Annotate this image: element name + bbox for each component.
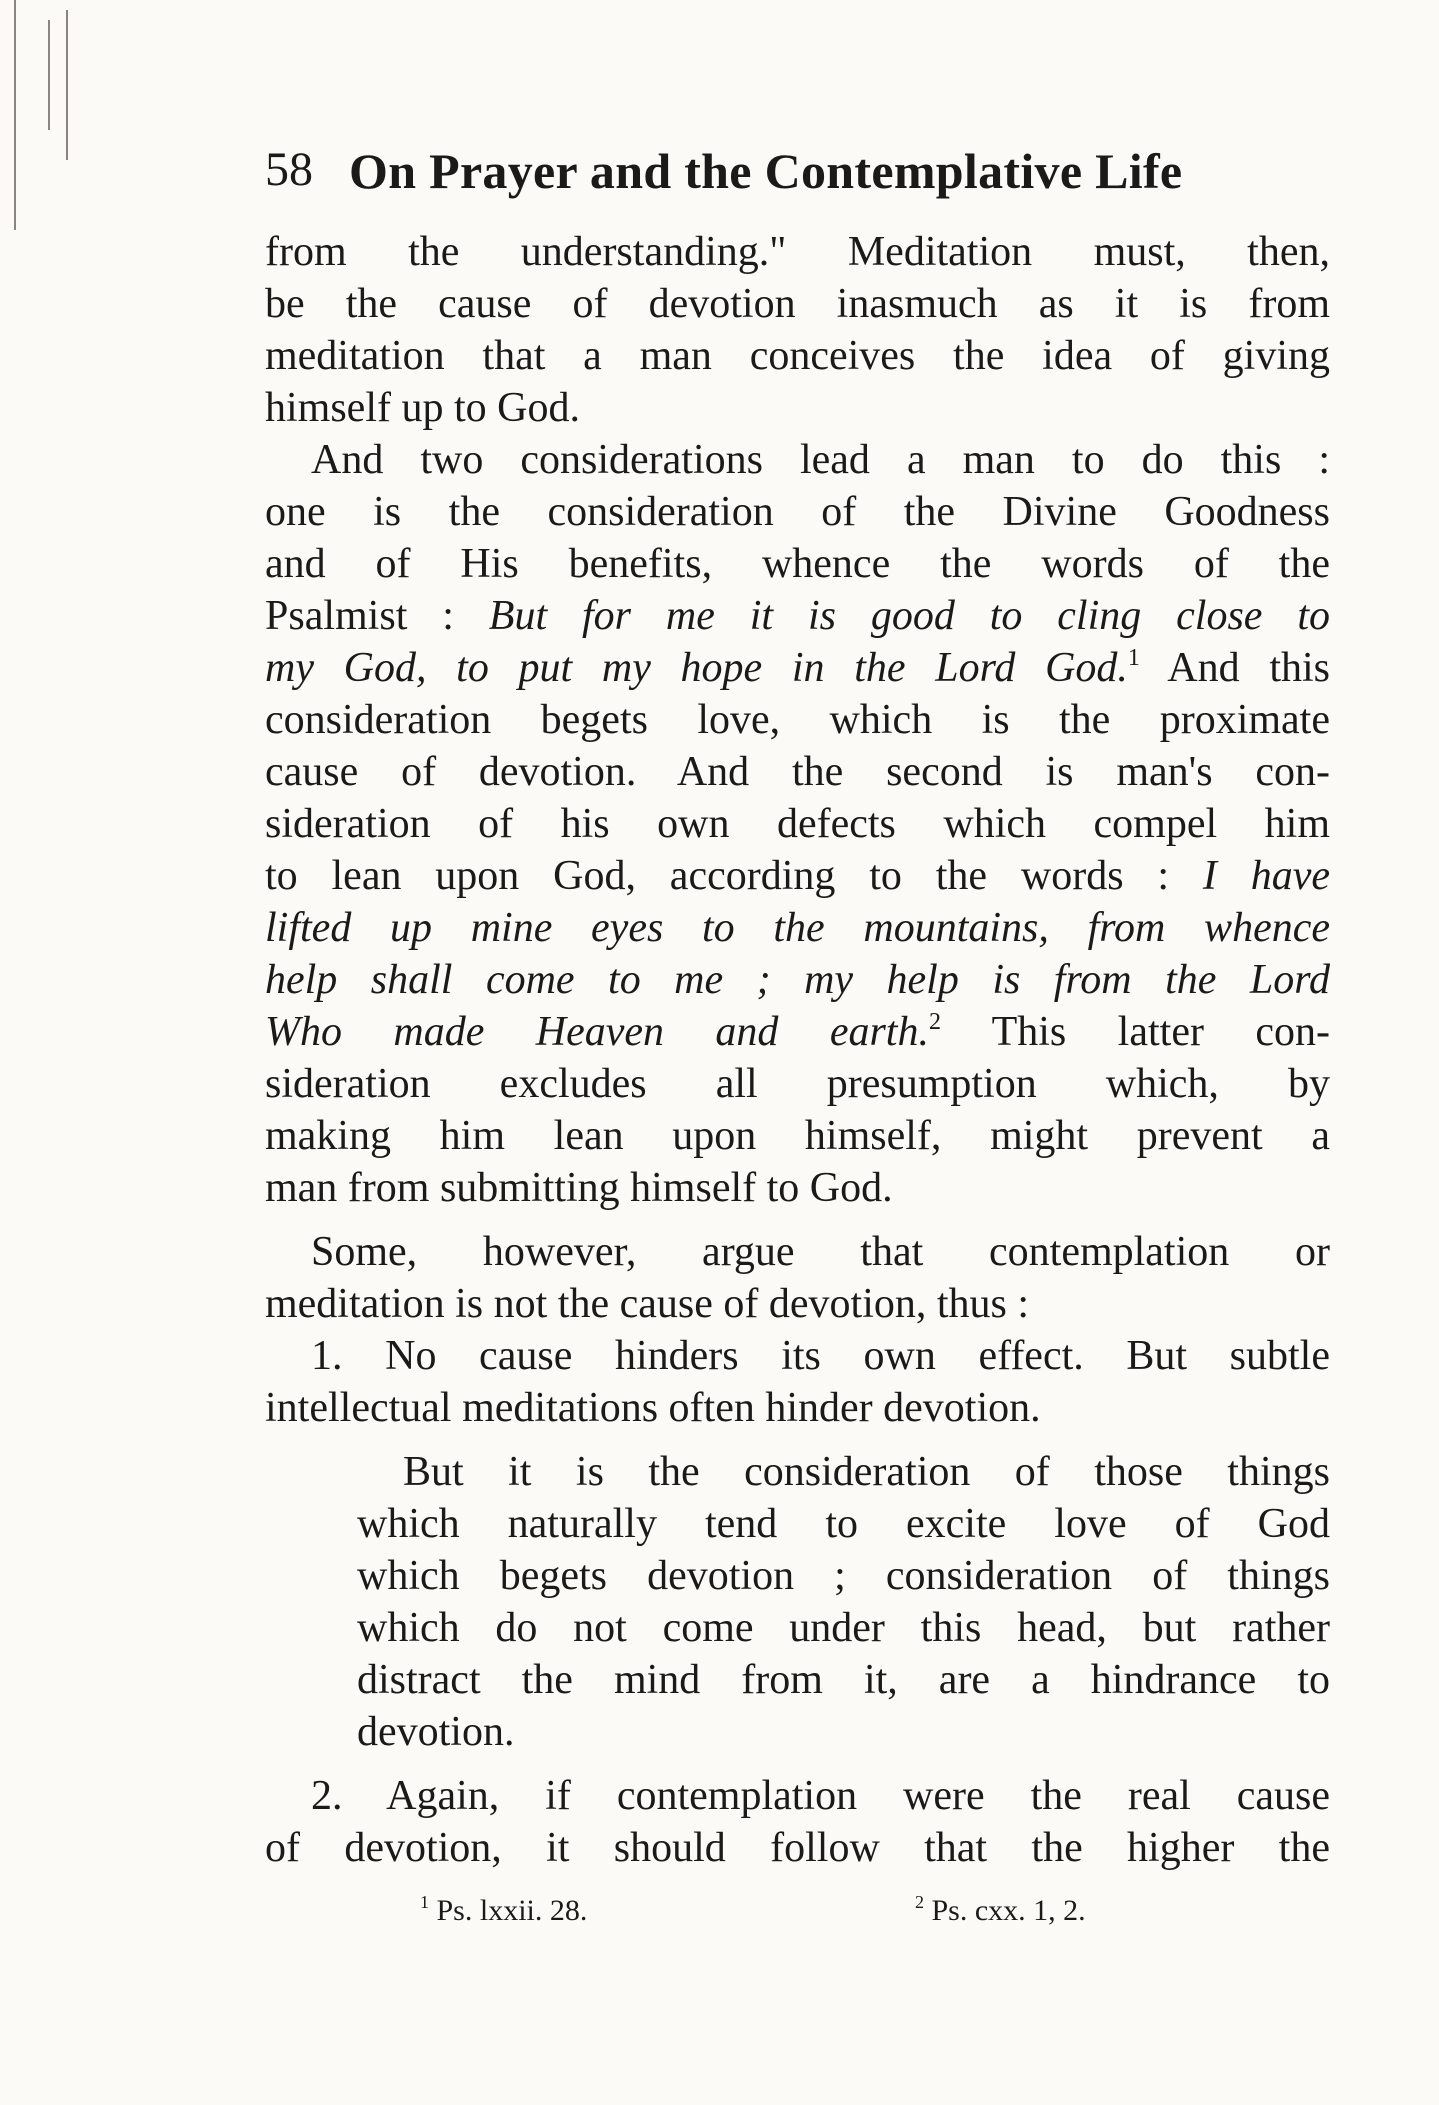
text-line: Some, however, argue that contemplation or [311, 1229, 1330, 1275]
text-line: consideration begets love, which is the proximate [265, 697, 1330, 743]
text-line: 2. Again, if contemplation were the real cause [311, 1773, 1330, 1819]
text-line: meditation is not the cause of devotion, thus : [265, 1281, 1030, 1327]
text-line: But it is the consideration of those things [403, 1449, 1330, 1495]
text-line [265, 590, 1330, 642]
scripture-quote: lifted up mine eyes to the mountains, from whence [265, 905, 1330, 951]
page-number: 58 [265, 143, 313, 196]
text-line [265, 1006, 1330, 1058]
scan-edge-mark [48, 20, 50, 130]
reply-block [265, 1446, 1330, 1758]
body-text [265, 226, 1330, 1874]
text-line: cause of devotion. And the second is man's con- [265, 749, 1330, 795]
text-line: sideration excludes all presumption which, by [265, 1061, 1330, 1107]
text-line: from the understanding." Meditation must, then, [265, 229, 1330, 275]
footnote-text: Ps. lxxii. 28. [429, 1894, 588, 1927]
text-line: meditation that a man conceives the idea of giving [265, 333, 1330, 379]
footnote-text: Ps. cxx. 1, 2. [924, 1894, 1086, 1927]
footnote-2 [915, 1894, 1086, 1928]
text-line [265, 850, 1330, 902]
text-line: distract the mind from it, are a hindrance to [357, 1657, 1330, 1703]
scripture-quote: I have [1202, 853, 1330, 899]
text-line: of devotion, it should follow that the higher the [265, 1825, 1330, 1871]
text-line [265, 954, 1330, 1006]
text-line: and of His benefits, whence the words of the [265, 541, 1330, 587]
scripture-quote: Who made Heaven and earth. [265, 1009, 929, 1055]
text-line [265, 902, 1330, 954]
footnotes [265, 1894, 1330, 1942]
footnote-ref: 1 [1127, 645, 1140, 671]
running-title: On Prayer and the Contemplative Life [349, 143, 1183, 199]
text-line: sideration of his own defects which compel him [265, 801, 1330, 847]
footnote-marker: 2 [915, 1892, 924, 1912]
text-line: making him lean upon himself, might prevent a [265, 1113, 1330, 1159]
text-run: And this [1139, 645, 1330, 691]
text-line: devotion. [357, 1709, 515, 1755]
text-run: This latter con- [940, 1009, 1330, 1055]
text-line: one is the consideration of the Divine Goodness [265, 489, 1330, 535]
text-line: which naturally tend to excite love of God [357, 1501, 1330, 1547]
scripture-quote: my God, to put my hope in the Lord God. [265, 645, 1128, 691]
text-line: intellectual meditations often hinder devotion. [265, 1385, 1041, 1431]
text-line: 1. No cause hinders its own effect. But subtle [311, 1333, 1330, 1379]
text-line: be the cause of devotion inasmuch as it is from [265, 281, 1330, 327]
text-run: Psalmist : [265, 593, 489, 639]
text-line: which do not come under this head, but rather [357, 1605, 1330, 1651]
text-line: himself up to God. [265, 385, 580, 431]
scripture-quote: But for me it is good to cling close to [488, 593, 1330, 639]
scan-edge-mark [14, 0, 16, 230]
text-line: which begets devotion ; consideration of things [357, 1553, 1330, 1599]
text-line: And two considerations lead a man to do this : [311, 437, 1330, 483]
text-line [265, 642, 1330, 694]
text-line: man from submitting himself to God. [265, 1165, 893, 1211]
footnote-1 [420, 1894, 587, 1928]
page-header [265, 140, 1330, 214]
footnote-marker: 1 [420, 1892, 429, 1912]
text-run: to lean upon God, according to the words : [265, 853, 1203, 899]
scan-edge-mark [66, 10, 68, 160]
scripture-quote: help shall come to me ; my help is from the Lord [265, 957, 1330, 1003]
book-page [265, 140, 1330, 1942]
footnote-ref: 2 [928, 1009, 941, 1035]
